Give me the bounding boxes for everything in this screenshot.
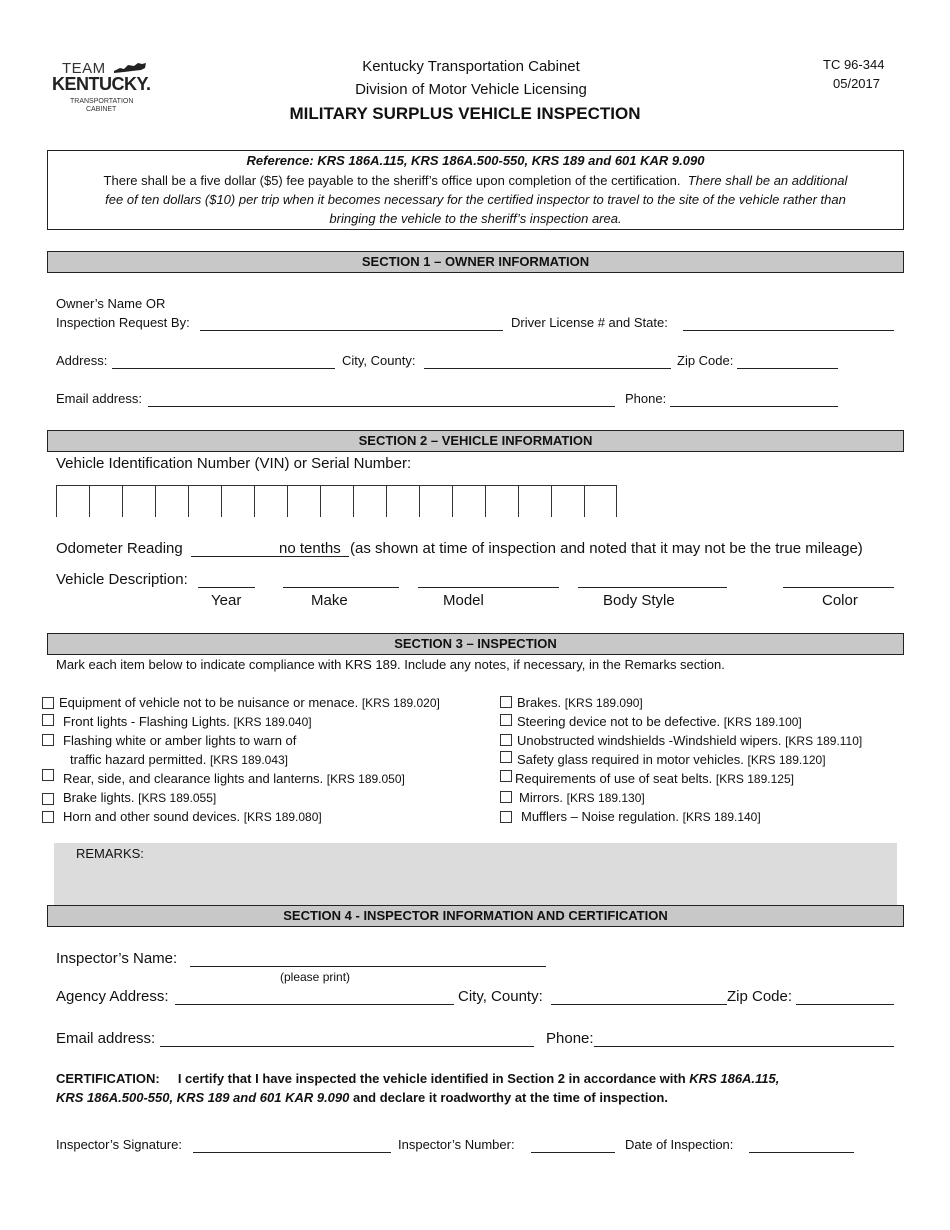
inspection-checkbox[interactable] [500, 734, 512, 746]
vehicle-make-label: Make [311, 592, 348, 609]
certification-ref-1: KRS 186A.115, [689, 1071, 780, 1086]
date-of-inspection-field[interactable] [749, 1152, 854, 1153]
inspection-item-cite: [KRS 189.020] [361, 696, 440, 710]
inspection-checkbox[interactable] [42, 714, 54, 726]
section-4-header: SECTION 4 - INSPECTOR INFORMATION AND CERTIFICATION [47, 905, 904, 927]
inspection-item-text: Rear, side, and clearance lights and lanterns. [63, 771, 324, 786]
inspection-item-text: Unobstructed windshields -Windshield wipers. [517, 733, 782, 748]
inspector-city-county-label: City, County: [458, 988, 543, 1005]
vin-box[interactable] [254, 485, 287, 517]
odometer-no-tenths: no tenths [279, 540, 341, 557]
date-of-inspection-label: Date of Inspection: [625, 1137, 734, 1152]
owner-zip-label: Zip Code: [677, 353, 734, 368]
remarks-label: REMARKS: [76, 846, 144, 861]
inspector-name-field[interactable] [190, 966, 546, 967]
inspection-item-cite: [KRS 189.130] [566, 791, 645, 805]
logo-sub-text-2: CABINET [86, 106, 117, 113]
owner-address-label: Address: [56, 353, 108, 368]
vin-box[interactable] [56, 485, 89, 517]
inspection-item-cite: [KRS 189.100] [723, 715, 802, 729]
vehicle-year-label: Year [211, 592, 242, 609]
inspection-instructions: Mark each item below to indicate compliance with KRS 189. Include any notes, if necessary, in the Remarks section. [56, 657, 725, 672]
inspection-item-text: Brakes. [517, 695, 562, 710]
vehicle-model-field[interactable] [418, 587, 559, 588]
vin-box[interactable] [518, 485, 551, 517]
inspection-item-cite: [KRS 189.125] [715, 772, 794, 786]
inspector-name-label: Inspector’s Name: [56, 950, 178, 967]
inspector-zip-field[interactable] [796, 1004, 894, 1005]
vehicle-color-label: Color [822, 592, 858, 609]
inspection-item-text: Mirrors. [519, 790, 564, 805]
driver-license-field[interactable] [683, 330, 894, 331]
inspection-checkbox[interactable] [500, 696, 512, 708]
vin-box[interactable] [221, 485, 254, 517]
vin-box[interactable] [584, 485, 617, 517]
inspection-checkbox[interactable] [500, 770, 512, 782]
odometer-label: Odometer Reading [56, 540, 183, 557]
inspector-phone-field[interactable] [594, 1046, 894, 1047]
reference-additional-text: There shall be an additional [687, 173, 848, 188]
form-date: 05/2017 [833, 76, 880, 91]
please-print-note: (please print) [280, 970, 351, 984]
inspector-signature-field[interactable] [193, 1152, 391, 1153]
vin-box[interactable] [155, 485, 188, 517]
certification-text-2: and declare it roadworthy at the time of inspection. [353, 1090, 668, 1105]
inspection-checkbox[interactable] [500, 751, 512, 763]
vin-box[interactable] [419, 485, 452, 517]
inspection-item-text: Brake lights. [63, 790, 135, 805]
inspection-item-cite: [KRS 189.110] [785, 734, 863, 748]
inspector-email-field[interactable] [160, 1046, 534, 1047]
inspector-number-field[interactable] [531, 1152, 615, 1153]
division-name: Division of Motor Vehicle Licensing [355, 81, 587, 98]
vin-box[interactable] [551, 485, 584, 517]
inspection-item-text: Requirements of use of seat belts. [515, 771, 713, 786]
inspection-checkbox[interactable] [42, 811, 54, 823]
inspection-item-text-cont: traffic hazard permitted. [70, 752, 207, 767]
agency-address-label: Agency Address: [56, 988, 169, 1005]
inspection-item-text: Steering device not to be defective. [517, 714, 721, 729]
inspection-checkbox[interactable] [500, 714, 512, 726]
reference-line-3: bringing the vehicle to the sheriff’s inspection area. [329, 211, 622, 226]
driver-license-label: Driver License # and State: [511, 315, 668, 330]
inspection-item-text: Horn and other sound devices. [63, 809, 241, 824]
owner-name-label-2: Inspection Request By: [56, 315, 190, 330]
owner-name-label-1: Owner’s Name OR [56, 296, 166, 311]
reference-line-2: fee of ten dollars ($10) per trip when it becomes necessary for the certified inspector to travel to the site of the vehicle rather than [105, 192, 846, 207]
vin-label: Vehicle Identification Number (VIN) or Serial Number: [56, 455, 412, 472]
inspection-item-cite: [KRS 189.140] [682, 810, 761, 824]
owner-city-county-label: City, County: [342, 353, 416, 368]
vin-box[interactable] [89, 485, 122, 517]
vin-box[interactable] [122, 485, 155, 517]
inspector-signature-label: Inspector’s Signature: [56, 1137, 182, 1152]
reference-title: Reference: KRS 186A.115, KRS 186A.500-550, KRS 189 and 601 KAR 9.090 [246, 153, 705, 168]
inspection-item-text: Front lights - Flashing Lights. [63, 714, 230, 729]
page-title: MILITARY SURPLUS VEHICLE INSPECTION [289, 104, 641, 123]
logo-kentucky-text: KENTUCKY. [52, 74, 151, 94]
logo-team-text: TEAM [62, 60, 106, 77]
agency-address-field[interactable] [175, 1004, 454, 1005]
form-number: TC 96-344 [823, 57, 885, 72]
remarks-box[interactable] [54, 843, 897, 905]
inspection-item-cite: [KRS 189.055] [138, 791, 217, 805]
vehicle-body-style-field[interactable] [578, 587, 727, 588]
section-3-header: SECTION 3 – INSPECTION [47, 633, 904, 655]
inspector-email-label: Email address: [56, 1030, 156, 1047]
reference-line-1 [48, 173, 903, 188]
inspection-item-cite: [KRS 189.080] [243, 810, 322, 824]
inspection-item-text: Flashing white or amber lights to warn of [63, 733, 297, 748]
inspection-checkbox[interactable] [500, 811, 512, 823]
owner-address-field[interactable] [112, 368, 335, 369]
vin-box[interactable] [353, 485, 386, 517]
owner-phone-field[interactable] [670, 406, 838, 407]
vin-box[interactable] [287, 485, 320, 517]
owner-zip-field[interactable] [737, 368, 838, 369]
certification-line-1 [56, 1071, 779, 1086]
certification-line-2 [56, 1090, 668, 1105]
vin-box[interactable] [485, 485, 518, 517]
owner-email-field[interactable] [148, 406, 615, 407]
owner-phone-label: Phone: [625, 391, 667, 406]
inspection-checkbox[interactable] [42, 793, 54, 805]
vehicle-make-field[interactable] [283, 587, 399, 588]
certification-text-1: I certify that I have inspected the vehicle identified in Section 2 in accordance with [177, 1071, 686, 1086]
inspection-item-cite: [KRS 189.090] [564, 696, 643, 710]
vin-box[interactable] [188, 485, 221, 517]
vehicle-color-field[interactable] [783, 587, 894, 588]
owner-name-field[interactable] [200, 330, 503, 331]
inspector-number-label: Inspector’s Number: [398, 1137, 515, 1152]
inspection-item-text: Equipment of vehicle not to be nuisance or menace. [59, 695, 359, 710]
odometer-note: (as shown at time of inspection and noted that it may not be the true mileage) [350, 540, 863, 557]
vin-box[interactable] [386, 485, 419, 517]
vehicle-body-style-label: Body Style [603, 592, 675, 609]
owner-email-label: Email address: [56, 391, 142, 406]
inspector-zip-label: Zip Code: [727, 988, 793, 1005]
inspection-checkbox[interactable] [42, 734, 54, 746]
certification-label: CERTIFICATION: [56, 1071, 160, 1086]
inspection-item-cite: [KRS 189.043] [209, 753, 289, 767]
vin-box[interactable] [320, 485, 353, 517]
inspection-item-cite: [KRS 189.120] [747, 753, 826, 767]
certification-ref-2: KRS 186A.500-550, KRS 189 and 601 KAR 9.090 [56, 1090, 350, 1105]
owner-city-county-field[interactable] [424, 368, 671, 369]
section-2-header: SECTION 2 – VEHICLE INFORMATION [47, 430, 904, 452]
inspection-item-cite: [KRS 189.050] [326, 772, 405, 786]
reference-box [47, 150, 904, 230]
vehicle-year-field[interactable] [198, 587, 255, 588]
inspection-checkbox[interactable] [500, 791, 512, 803]
vehicle-description-label: Vehicle Description: [56, 571, 188, 588]
inspector-phone-label: Phone: [546, 1030, 594, 1047]
vehicle-model-label: Model [443, 592, 484, 609]
logo-sub-text-1: TRANSPORTATION [70, 98, 134, 105]
section-1-header: SECTION 1 – OWNER INFORMATION [47, 251, 904, 273]
inspection-checkbox[interactable] [42, 697, 54, 709]
agency-name: Kentucky Transportation Cabinet [362, 58, 580, 75]
inspection-item-text: Safety glass required in motor vehicles. [517, 752, 744, 767]
inspector-city-county-field[interactable] [551, 1004, 727, 1005]
reference-fee-text: There shall be a five dollar ($5) fee payable to the sheriff’s office upon completion of the certification. [103, 173, 681, 188]
inspection-checkbox[interactable] [42, 769, 54, 781]
vin-box[interactable] [452, 485, 485, 517]
inspection-item-cite: [KRS 189.040] [233, 715, 312, 729]
inspection-item-text: Mufflers – Noise regulation. [521, 809, 680, 824]
